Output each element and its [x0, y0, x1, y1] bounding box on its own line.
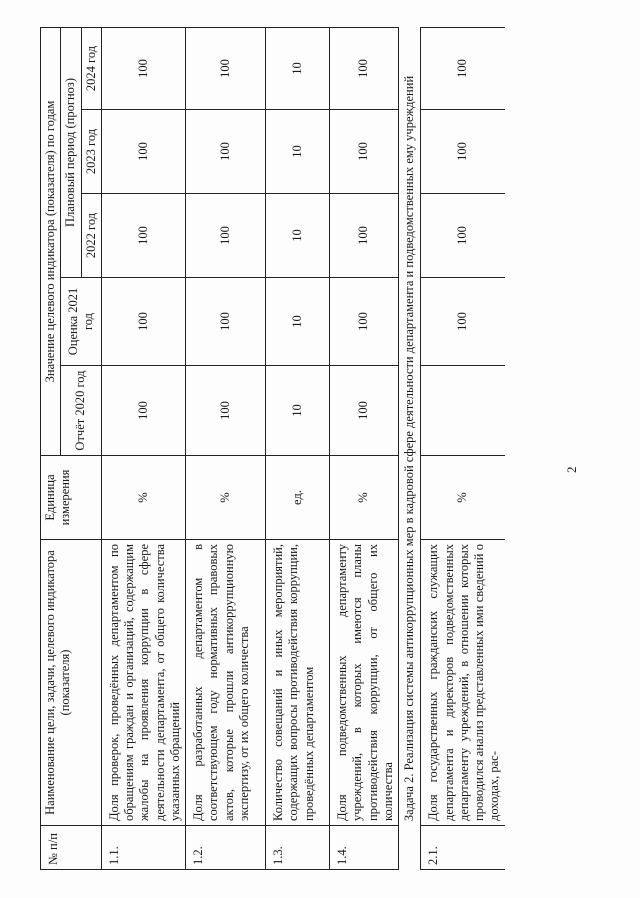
row-value-2020	[421, 366, 505, 456]
row-name: Доля проверок, проведённых департаментом по обращениям граждан и организаций, содержащим жалобы на проявления коррупции в сфере деятельности департамента, от общего количества указанных обращений	[101, 540, 185, 826]
row-name: Доля государственных гражданских служащих департамента и директоров подведомственных департаменту учреждений, в отношении которых проводился анализ представленных ими сведений о доходах, рас-	[421, 540, 505, 826]
row-unit: %	[421, 456, 505, 540]
header-estimate: Оценка 2021 год	[61, 278, 102, 366]
row-value-2023: 100	[421, 110, 505, 194]
row-value-2021: 100	[186, 278, 266, 366]
page-number: 2	[564, 466, 579, 473]
table-row	[266, 27, 330, 869]
row-unit: %	[101, 456, 185, 540]
row-num: 1.3.	[266, 826, 330, 870]
table-row	[330, 27, 399, 869]
row-value-2024: 10	[266, 27, 330, 109]
header-2024: 2024 год	[81, 27, 101, 109]
table-row	[421, 27, 505, 869]
header-values-group: Значение целевого индикатора (показателя) по годам	[41, 27, 61, 455]
row-value-2021: 100	[330, 278, 399, 366]
row-value-2022: 100	[330, 194, 399, 278]
row-unit: ед.	[266, 456, 330, 540]
table-row	[101, 27, 185, 869]
row-value-2023: 100	[186, 110, 266, 194]
row-value-2021: 100	[101, 278, 185, 366]
row-value-2021: 10	[266, 278, 330, 366]
header-report: Отчёт 2020 год	[61, 366, 102, 456]
header-name: Наименование цели, задачи, целевого индикатора (показателя)	[41, 540, 102, 826]
row-value-2023: 100	[101, 110, 185, 194]
row-value-2024: 100	[186, 27, 266, 109]
header-2022: 2022 год	[81, 194, 101, 278]
row-value-2020: 10	[266, 366, 330, 456]
header-row-1	[41, 27, 61, 869]
row-name: Количество совещаний и иных мероприятий, содержащих вопросы противодействия коррупции, проведённых департаментом	[266, 540, 330, 826]
row-unit: %	[186, 456, 266, 540]
row-value-2022: 100	[186, 194, 266, 278]
row-value-2024: 100	[101, 27, 185, 109]
row-value-2023: 10	[266, 110, 330, 194]
row-num: 1.2.	[186, 826, 266, 870]
row-value-2022: 100	[421, 194, 505, 278]
indicator-table	[40, 27, 505, 870]
header-unit: Единица измерения	[41, 456, 102, 540]
row-unit: %	[330, 456, 399, 540]
row-value-2020: 100	[101, 366, 185, 456]
header-2023: 2023 год	[81, 110, 101, 194]
header-num: № п/п	[41, 826, 102, 870]
row-value-2024: 100	[421, 27, 505, 109]
row-name: Доля подведомственных департаменту учреждений, в которых имеются планы противодействия коррупции, от общего их количества	[330, 540, 399, 826]
row-num: 1.1.	[101, 826, 185, 870]
row-num: 1.4.	[330, 826, 399, 870]
table-row	[186, 27, 266, 869]
row-value-2020: 100	[330, 366, 399, 456]
task-2-heading: Задача 2. Реализация системы антикоррупционных мер в кадровой сфере деятельности департамента и подведомственных ему учреждений	[399, 27, 421, 869]
task-row	[399, 27, 421, 869]
row-name: Доля разработанных департаментом в соответствующем году нормативных правовых актов, которые прошли антикоррупционную экспертизу, от их общего количества	[186, 540, 266, 826]
row-value-2022: 10	[266, 194, 330, 278]
row-value-2023: 100	[330, 110, 399, 194]
row-value-2021: 100	[421, 278, 505, 366]
header-planned: Плановый период (прогноз)	[61, 27, 81, 277]
row-value-2020: 100	[186, 366, 266, 456]
row-value-2024: 100	[330, 27, 399, 109]
row-num: 2.1.	[421, 826, 505, 870]
row-value-2022: 100	[101, 194, 185, 278]
